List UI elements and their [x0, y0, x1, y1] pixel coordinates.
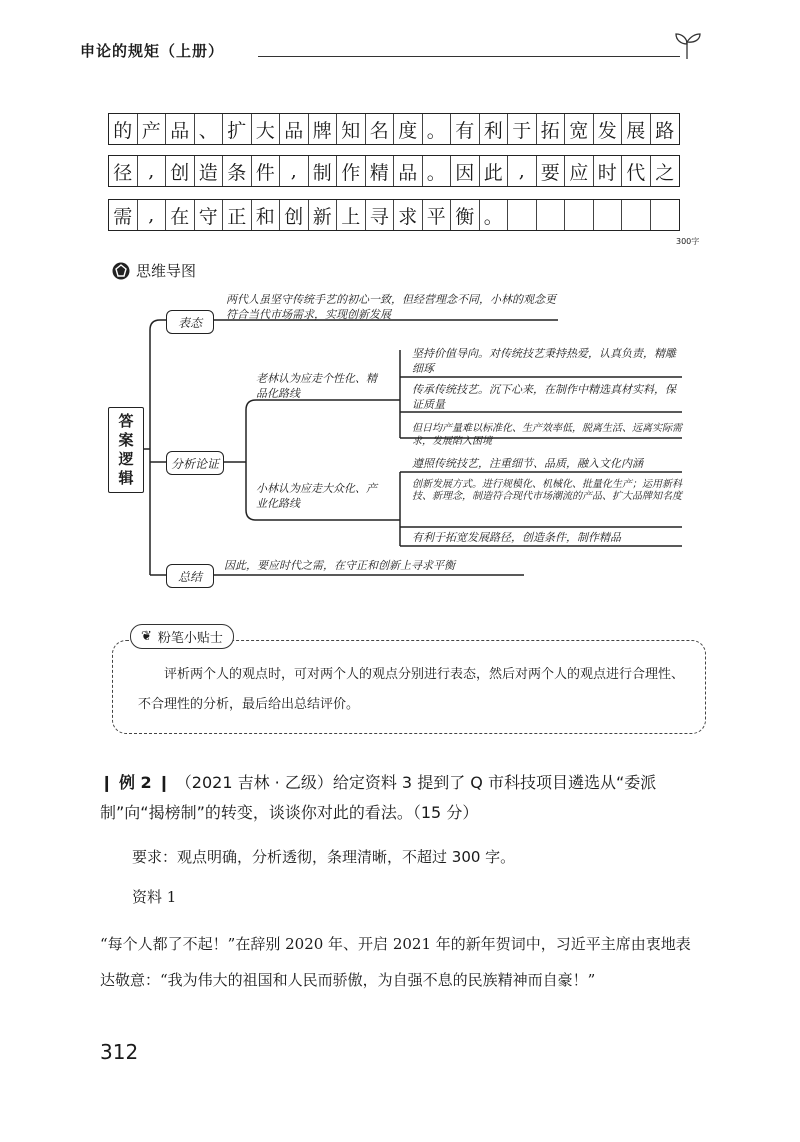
example-label: ❙ 例 2 ❙	[100, 773, 171, 792]
leaf-icon: ❦	[141, 629, 152, 644]
lao-label: 老林认为应走个性化、精品化路线	[256, 372, 377, 400]
grid-cell: 守	[195, 200, 224, 230]
xiao-label: 小林认为应走大众化、产业化路线	[256, 482, 377, 510]
word-count-label: 300字	[676, 237, 700, 246]
grid-cell: 条	[223, 156, 252, 186]
running-header-title: 申论的规矩（上册）	[80, 42, 225, 60]
grid-cell: 宽	[565, 114, 594, 144]
grid-cell: 大	[252, 114, 281, 144]
grid-cell: 、	[195, 114, 224, 144]
grid-cell: ,	[138, 156, 167, 186]
grid-row	[108, 113, 680, 145]
grid-cell: 有	[451, 114, 480, 144]
grid-cell: ,	[508, 156, 537, 186]
grid-cell: 品	[394, 156, 423, 186]
grid-cell: 于	[508, 114, 537, 144]
grid-cell: 知	[337, 114, 366, 144]
requirement: 要求：观点明确，分析透彻，条理清晰，不超过 300 字。	[132, 848, 516, 866]
branch-fenxi: 分析论证	[166, 451, 224, 475]
grid-cell: 此	[480, 156, 509, 186]
grid-cell: 度	[394, 114, 423, 144]
grid-cell	[594, 200, 623, 230]
grid-cell: 时	[594, 156, 623, 186]
grid-cell: 精	[366, 156, 395, 186]
grid-row	[108, 199, 680, 231]
grid-cell: 要	[537, 156, 566, 186]
grid-cell: 拓	[537, 114, 566, 144]
grid-cell: ,	[138, 200, 167, 230]
grid-cell: 牌	[309, 114, 338, 144]
lao-point-2: 传承传统技艺。沉下心来，在制作中精选真材实料，保证质量	[412, 383, 676, 411]
grid-cell: 品	[280, 114, 309, 144]
grid-cell: ,	[280, 156, 309, 186]
tips-tag	[130, 624, 234, 649]
grid-cell: 发	[594, 114, 623, 144]
root-char: 答	[118, 412, 134, 430]
tips-body: 评析两个人的观点时，可对两个人的观点分别进行表态，然后对两个人的观点进行合理性、不合理性的分析，最后给出总结评价。	[138, 667, 685, 712]
grid-cell: 。	[480, 200, 509, 230]
grid-cell: 在	[166, 200, 195, 230]
grid-cell: 正	[223, 200, 252, 230]
grid-cell	[651, 200, 680, 230]
grid-cell: 路	[655, 119, 675, 142]
grid-cell: 代	[622, 156, 651, 186]
branch-zongjie: 总结	[166, 564, 214, 588]
example-question	[100, 768, 702, 828]
grid-cell: 径	[109, 156, 138, 186]
mind-map-title: 思维导图	[136, 262, 197, 280]
grid-cell: 扩	[223, 114, 252, 144]
grid-cell: 名	[366, 114, 395, 144]
mind-map-heading	[112, 260, 196, 281]
header-rule	[258, 56, 680, 57]
root-char: 案	[118, 431, 134, 449]
grid-cell: 创	[166, 156, 195, 186]
sprout-icon	[672, 26, 702, 60]
root-char: 辑	[118, 469, 134, 487]
grid-cell: 因	[451, 156, 480, 186]
grid-cell: 利	[480, 114, 509, 144]
xiao-point-1: 遵照传统技艺，注重细节、品质，融入文化内涵	[412, 457, 643, 470]
grid-cell	[537, 200, 566, 230]
grid-cell	[508, 200, 537, 230]
grid-cell: 造	[195, 156, 224, 186]
grid-cell: 。	[423, 114, 452, 144]
grid-cell: 应	[565, 156, 594, 186]
grid-cell: 制	[309, 156, 338, 186]
page-number: 312	[100, 1040, 139, 1064]
grid-cell: 平	[423, 200, 452, 230]
grid-cell: 品	[166, 114, 195, 144]
grid-cell	[622, 200, 651, 230]
lao-point-1: 坚持价值导向。对传统技艺秉持热爱，认真负责，精雕细琢	[412, 347, 676, 375]
grid-cell: 需	[109, 200, 138, 230]
zongjie-text: 因此，要应时代之需，在守正和创新上寻求平衡	[224, 559, 455, 572]
grid-row	[108, 155, 680, 187]
grid-cell: 新	[309, 200, 338, 230]
xiao-point-2: 创新发展方式。进行规模化、机械化、批量化生产；运用新科技、新理念，制造符合现代市场潮流的产品、扩大品牌知名度	[412, 479, 682, 502]
lao-point-3: 但日均产量难以标准化、生产效率低，脱离生活、远离实际需求，发展陷入困境	[412, 423, 682, 447]
grid-cell: 之	[655, 161, 675, 184]
branch-biaotai: 表态	[166, 310, 214, 334]
grid-cell: 寻	[366, 200, 395, 230]
example-text: （2021 吉林 · 乙级）给定资料 3 提到了 Q 市科技项目遴选从“委派制”向“揭榜制”的转变，谈谈你对此的看法。（15 分）	[100, 773, 657, 822]
grid-cell: 的	[109, 114, 138, 144]
grid-cell: 衡	[451, 200, 480, 230]
source-quote: “每个人都了不起！”在辞别 2020 年、开启 2021 年的新年贺词中，习近平主席由衷地表达敬意：“我为伟大的祖国和人民而骄傲，为自强不息的民族精神而自豪！”	[100, 935, 691, 989]
biaotai-text: 两代人虽坚守传统手艺的初心一致，但经营理念不同，小林的观念更符合当代市场需求，实现创新发展	[226, 293, 556, 321]
grid-cell: 。	[423, 156, 452, 186]
mind-map-icon	[112, 262, 130, 280]
grid-cell: 和	[252, 200, 281, 230]
grid-cell: 上	[337, 200, 366, 230]
grid-cell	[565, 200, 594, 230]
tips-title: 粉笔小贴士	[157, 631, 223, 646]
answer-logic-root	[108, 407, 144, 493]
root-char: 逻	[118, 450, 134, 468]
xiao-point-3: 有利于拓宽发展路径，创造条件，制作精品	[412, 531, 621, 544]
source-label: 资料 1	[132, 888, 177, 906]
grid-cell: 创	[280, 200, 309, 230]
grid-cell: 作	[337, 156, 366, 186]
mind-map	[100, 290, 700, 590]
grid-cell: 求	[394, 200, 423, 230]
grid-cell: 产	[138, 114, 167, 144]
grid-cell: 件	[252, 156, 281, 186]
grid-cell: 展	[622, 114, 651, 144]
